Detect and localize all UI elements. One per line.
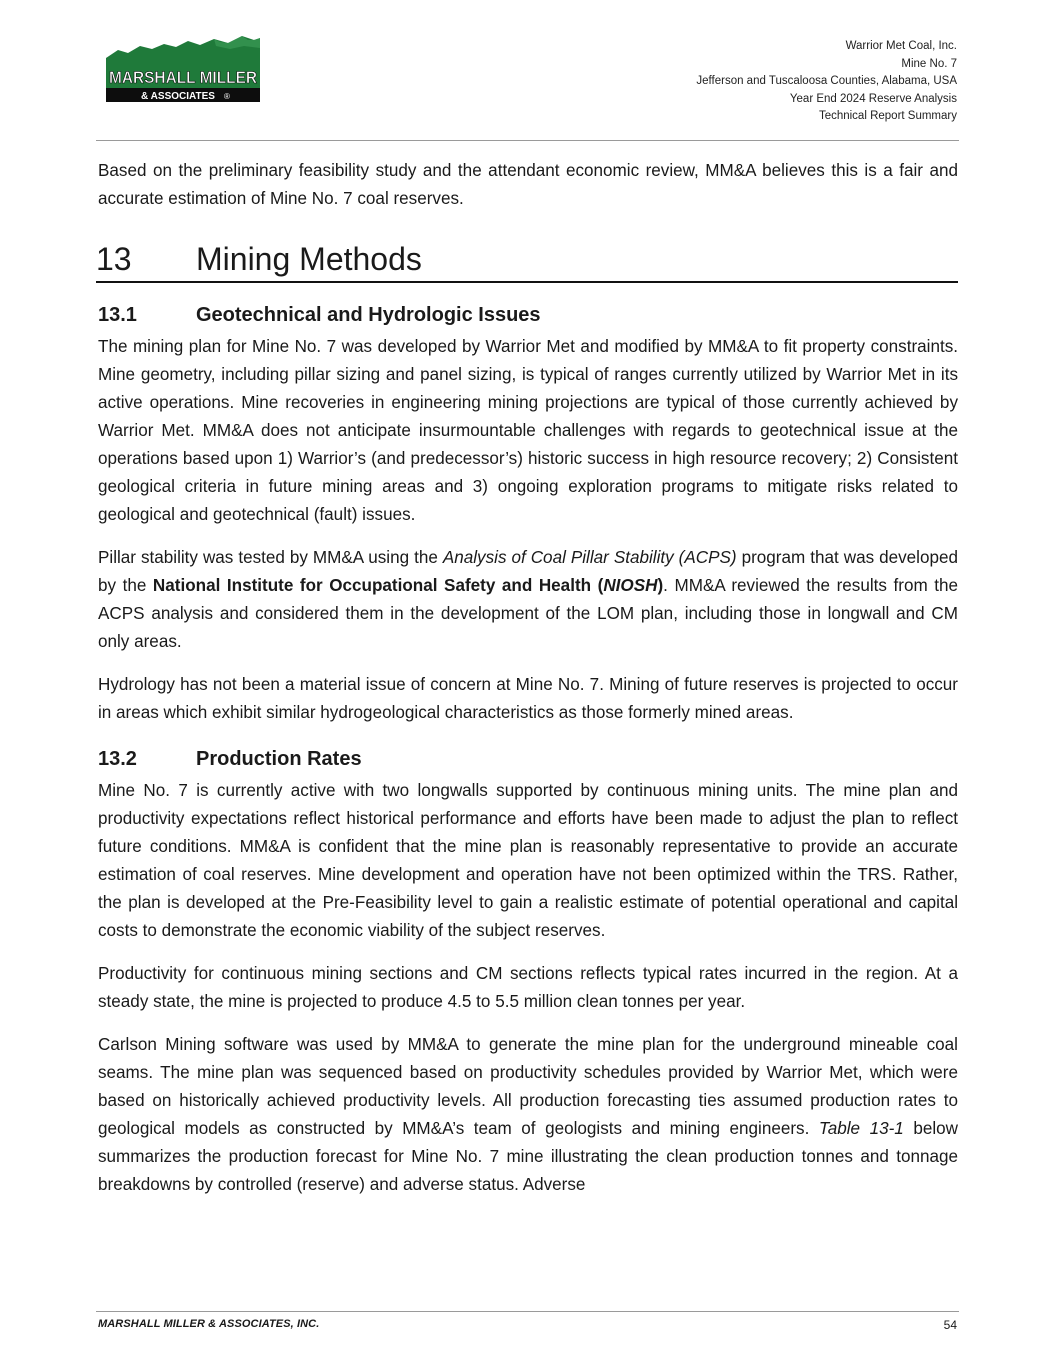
- section-13-heading: [96, 237, 958, 283]
- page-number: 54: [943, 1318, 957, 1332]
- intro-paragraph: Based on the preliminary feasibility study and the attendant economic review, MM&A believes this is a fair and accurate estimation of Mine No. 7 coal reserves.: [98, 161, 958, 208]
- carlson-paragraph: Carlson Mining software was used by MM&A to generate the mine plan for the underground mineable coal seams. The mine plan was sequenced based on productivity schedules provided by Warrior Met, which were based on historically achieved productivity levels. All production forecasting ties assumed production rates to geological models as constructed by MM&A’s team of geologists and mining engineers. Table 13-1 below summarizes the production forecast for Mine No. 7 mine illustrating the clean production tonnes and tonnage breakdowns by controlled (reserve) and adverse status. Adverse: [98, 1035, 959, 1194]
- subsection-13-1-heading: [98, 301, 958, 329]
- subsection-title: Production Rates: [196, 748, 362, 770]
- logo-text: MARSHALL MILLER: [109, 68, 257, 87]
- logo-subtext: & ASSOCIATES: [141, 91, 215, 102]
- subsection-number: 13.1: [98, 304, 137, 326]
- header-report-type: Technical Report Summary: [818, 110, 957, 123]
- company-logo: [104, 32, 262, 104]
- subsection-number: 13.2: [98, 748, 137, 770]
- production-paragraph: Mine No. 7 is currently active with two longwalls supported by continuous mining units. The mine plan and productivity expectations reflect historical performance and efforts have been made to adjust the plan to reflect future conditions. MM&A is confident that the mine plan is reasonably representative to provide an accurate estimation of coal reserves. Mine development and operation have not been optimized within the TRS. Rather, the plan is developed at the Pre-Feasibility level to gain a realistic estimate of potential operational and capital costs to demonstrate the economic viability of the subject reserves.: [98, 781, 958, 940]
- section-title: Mining Methods: [196, 241, 422, 277]
- productivity-paragraph: Productivity for continuous mining sections and CM sections reflects typical rates incurred in the region. At a steady state, the mine is projected to produce 4.5 to 5.5 million clean tonnes per year.: [98, 964, 958, 1011]
- niosh-name: National Institute for Occupational Safety and Health (NIOSH): [152, 576, 664, 595]
- header-mine: Mine No. 7: [901, 57, 957, 70]
- hydrology-paragraph: Hydrology has not been a material issue of concern at Mine No. 7. Mining of future reserves is projected to occur in areas which exhibit similar hydrogeological characteristics as those formerly mined areas.: [98, 675, 958, 722]
- subsection-title: Geotechnical and Hydrologic Issues: [196, 304, 541, 326]
- report-header: [696, 38, 957, 126]
- subsection-13-2-heading: [98, 745, 958, 773]
- pillar-stability-paragraph: Pillar stability was tested by MM&A using the Analysis of Coal Pillar Stability (ACPS) program that was developed by the National Institute for Occupational Safety and Health (NIOSH). MM&A reviewed the results from the ACPS analysis and considered them in the development of the LOM plan, including those in longwall and CM only areas.: [98, 548, 958, 651]
- footer-company: MARSHALL MILLER & ASSOCIATES, INC.: [98, 1318, 320, 1330]
- header-location: Jefferson and Tuscaloosa Counties, Alabama, USA: [696, 75, 957, 88]
- footer-divider: [96, 1311, 959, 1312]
- acps-program-name: Analysis of Coal Pillar Stability (ACPS): [442, 548, 737, 567]
- section-number: 13: [96, 241, 132, 277]
- logo-registered: ®: [224, 92, 230, 101]
- document-body: [98, 157, 958, 1214]
- header-divider: [96, 140, 959, 141]
- header-analysis: Year End 2024 Reserve Analysis: [789, 92, 957, 105]
- geotech-paragraph: The mining plan for Mine No. 7 was developed by Warrior Met and modified by MM&A to fit property constraints. Mine geometry, including pillar sizing and panel sizing, is typical of ranges currently utilized by Warrior Met in its active operations. Mine recoveries in engineering mining projections are typical of those currently achieved by Warrior Met. MM&A does not anticipate insurmountable challenges with regards to geotechnical issue at the operations based upon 1) Warrior’s (and predecessor’s) historic success in high resource recovery; 2) Consistent geological criteria in future mining areas and 3) ongoing exploration programs to mitigate risks related to geological and geotechnical (fault) issues.: [98, 337, 958, 524]
- table-reference: Table 13-1: [818, 1119, 904, 1138]
- header-company: Warrior Met Coal, Inc.: [845, 40, 957, 52]
